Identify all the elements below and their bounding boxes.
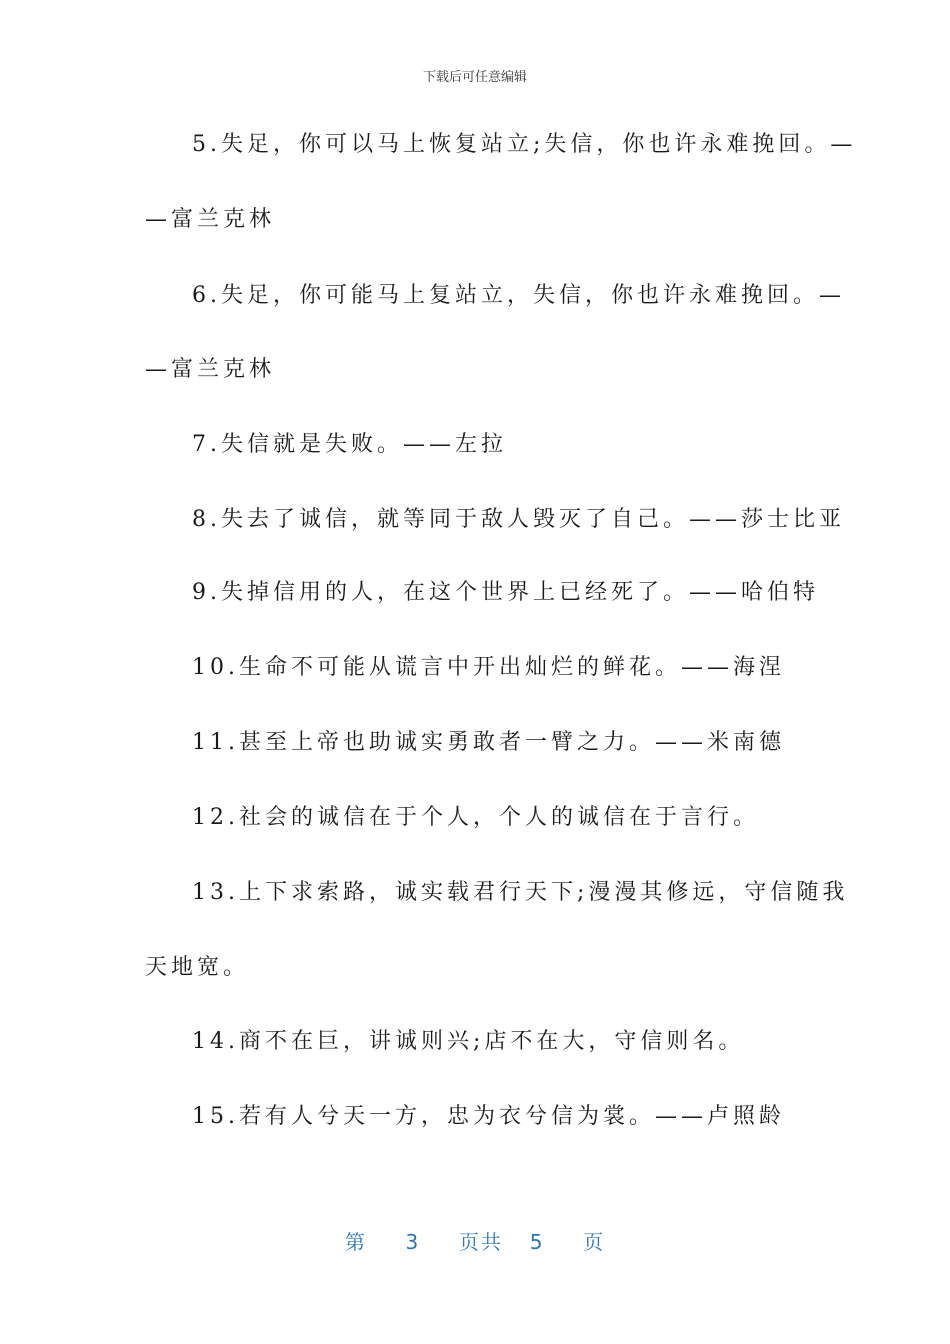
quote-line: 12.社会的诚信在于个人，个人的诚信在于言行。 (192, 805, 759, 830)
page-header: 下载后可任意编辑 (422, 70, 527, 85)
current-page-number: 3 (405, 1230, 421, 1254)
quote-line: 天地宽。 (145, 955, 250, 980)
quote-line: 8.失去了诚信，就等同于敌人毁灭了自己。——莎士比亚 (192, 507, 845, 532)
footer-middle: 页共 (459, 1230, 503, 1254)
quote-line: 5.失足，你可以马上恢复站立;失信，你也许永难挽回。— (192, 132, 857, 157)
quote-line: —富兰克林 (145, 207, 276, 232)
page-footer (0, 1226, 950, 1255)
quote-line: 6.失足，你可能马上复站立，失信，你也许永难挽回。— (192, 283, 845, 308)
quote-line: 11.甚至上帝也助诚实勇敢者一臂之力。——米南德 (192, 730, 785, 755)
quote-line: 7.失信就是失败。——左拉 (192, 432, 507, 457)
footer-suffix: 页 (583, 1230, 606, 1254)
footer-prefix: 第 (344, 1230, 367, 1254)
quote-line: 15.若有人兮天一方，忠为衣兮信为裳。——卢照龄 (192, 1104, 785, 1129)
quote-line: 13.上下求索路，诚实载君行天下;漫漫其修远，守信随我 (192, 880, 849, 905)
total-page-number: 5 (529, 1230, 545, 1254)
quote-line: 9.失掉信用的人，在这个世界上已经死了。——哈伯特 (192, 580, 819, 605)
quote-line: —富兰克林 (145, 357, 276, 382)
quote-line: 14.商不在巨，讲诚则兴;店不在大，守信则名。 (192, 1029, 745, 1054)
quote-line: 10.生命不可能从谎言中开出灿烂的鲜花。——海涅 (192, 655, 785, 680)
